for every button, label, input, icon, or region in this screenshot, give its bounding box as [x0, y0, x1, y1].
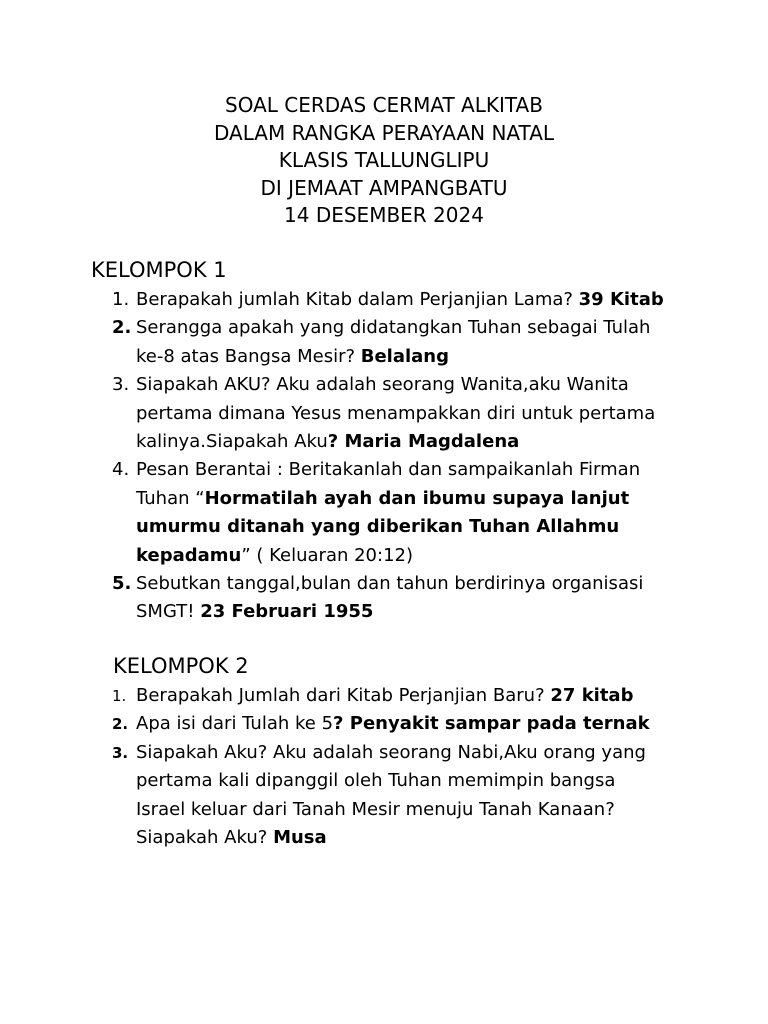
question-number: 1.: [112, 289, 130, 310]
group-1-question-5: [112, 570, 736, 627]
title-line-5: 14 DESEMBER 2024: [284, 203, 484, 227]
title-line-2: DALAM RANGKA PERAYAAN NATAL: [213, 120, 555, 145]
question-text: kalinya.Siapakah Aku: [136, 431, 328, 453]
group-1-question-2: [112, 314, 736, 371]
group-1-heading: KELOMPOK 1: [91, 258, 227, 282]
question-text: Apa isi dari Tulah ke 5: [136, 713, 334, 735]
group-2-heading: KELOMPOK 2: [113, 654, 249, 678]
question-answer: kepadamu: [136, 544, 242, 566]
question-number: 4.: [112, 459, 130, 481]
question-text: Pesan Berantai : Beritakanlah dan sampaikanlah Firman: [136, 459, 641, 481]
question-text: pertama dimana Yesus menampakkan diri untuk pertama: [136, 402, 656, 424]
question-text: Berapakah Jumlah dari Kitab Perjanjian Baru?: [136, 685, 551, 706]
title-line-1: SOAL CERDAS CERMAT ALKITAB: [225, 93, 543, 117]
question-number: 3.: [112, 743, 129, 762]
question-text: SMGT!: [136, 601, 201, 623]
question-reference: ” ( Keluaran 20:12): [241, 544, 413, 566]
question-answer: ? Penyakit sampar pada ternak: [333, 713, 650, 735]
group-2-question-1: [112, 682, 736, 710]
question-number: 2.: [112, 317, 132, 339]
question-text: Sebutkan tanggal,bulan dan tahun berdirinya organisasi: [136, 573, 644, 595]
title-line-4: DI JEMAAT AMPANGBATU: [260, 175, 508, 200]
question-text: pertama kali dipanggil oleh Tuhan memimpin bangsa: [136, 770, 616, 792]
question-answer: 23 Februari 1955: [200, 601, 374, 623]
group-2-questions: [112, 682, 736, 852]
group-2-question-2: [112, 710, 736, 738]
question-answer: ? Maria Magdalena: [327, 431, 520, 453]
question-text: Israel keluar dari Tanah Mesir menuju Tanah Kanaan?: [136, 798, 615, 820]
question-answer: Hormatilah ayah dan ibumu supaya lanjut: [204, 487, 630, 509]
question-text: Berapakah jumlah Kitab dalam Perjanjian Lama?: [136, 289, 579, 310]
question-number: 1.: [112, 687, 127, 705]
question-answer: Belalang: [360, 345, 450, 367]
question-answer: 27 kitab: [550, 685, 634, 706]
question-text: Siapakah AKU? Aku adalah seorang Wanita,aku Wanita: [136, 374, 629, 396]
document-title: [0, 92, 768, 230]
question-text: Siapakah Aku? Aku adalah seorang Nabi,Aku orang yang: [136, 741, 646, 763]
question-number: 3.: [112, 374, 130, 396]
title-line-3: KLASIS TALLUNGLIPU: [278, 148, 490, 172]
group-1-question-1: [112, 286, 736, 314]
question-number: 2.: [112, 715, 129, 734]
question-answer: Musa: [273, 827, 327, 849]
group-2-question-3: [112, 739, 736, 853]
question-text: Tuhan “: [136, 487, 205, 509]
question-number: 5.: [112, 573, 132, 595]
question-answer: umurmu ditanah yang diberikan Tuhan Allahmu: [136, 516, 620, 538]
group-1-question-4: [112, 456, 736, 570]
group-1-question-3: [112, 371, 736, 456]
question-text: ke-8 atas Bangsa Mesir?: [136, 345, 361, 367]
group-1-questions: [112, 286, 736, 627]
question-text: Siapakah Aku?: [136, 827, 274, 849]
question-text: Serangga apakah yang didatangkan Tuhan sebagai Tulah: [136, 317, 651, 339]
question-answer: 39 Kitab: [578, 289, 664, 310]
